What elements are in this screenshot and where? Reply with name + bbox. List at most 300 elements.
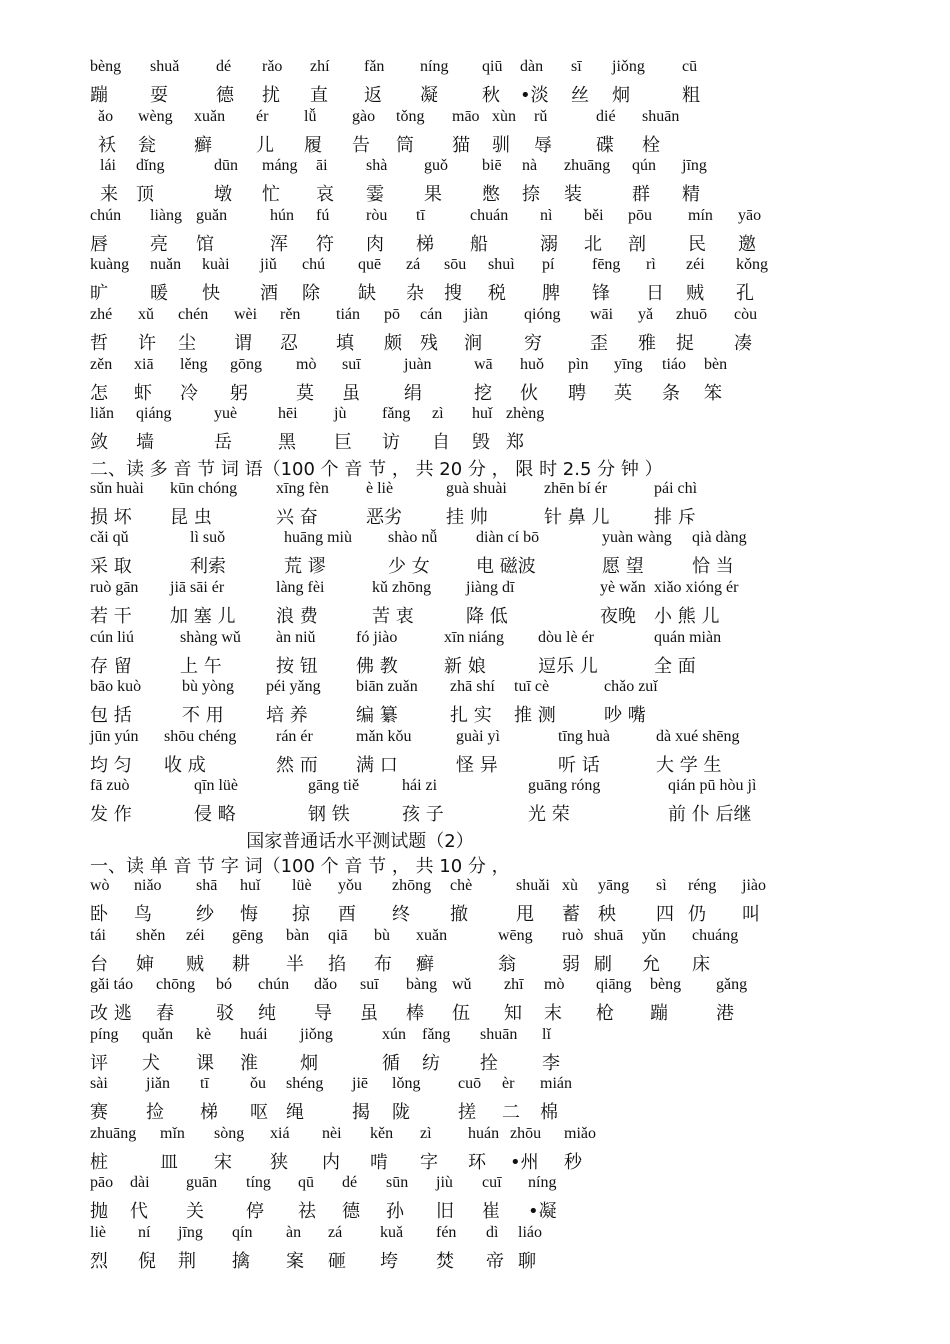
pinyin-syllable: xǔ: [138, 305, 154, 323]
hanzi-character: 告: [352, 134, 370, 156]
hanzi-character: 啃: [370, 1151, 388, 1173]
pinyin-syllable: māo: [452, 107, 480, 125]
hanzi-character: 前 仆 后继: [668, 804, 752, 826]
pinyin-syllable: níng: [528, 1174, 557, 1192]
hanzi-character: 许: [138, 332, 156, 354]
pinyin-syllable: xùn: [492, 107, 516, 125]
hanzi-line: [90, 279, 790, 303]
hanzi-character: 恶劣: [366, 506, 402, 528]
pinyin-syllable: huāng miù: [284, 529, 352, 547]
section1-row: [90, 356, 790, 406]
pinyin-syllable: yǒu: [338, 876, 362, 894]
pinyin-line: [90, 480, 790, 502]
pinyin-syllable: tuī cè: [514, 678, 550, 696]
hanzi-character: 钢 铁: [308, 804, 350, 826]
section2-row: [90, 480, 790, 530]
hanzi-character: 怪 异: [456, 754, 498, 776]
hanzi-character: 均 匀: [90, 754, 132, 776]
pinyin-syllable: cún liú: [90, 628, 134, 646]
section3-row: [90, 1224, 790, 1274]
hanzi-character: 桩: [90, 1151, 108, 1173]
hanzi-character: 耕: [232, 953, 250, 975]
hanzi-character: 鸟: [134, 903, 152, 925]
pinyin-syllable: ǒu: [250, 1075, 266, 1093]
pinyin-syllable: hái zi: [402, 777, 438, 795]
hanzi-character: 舂: [156, 1003, 174, 1025]
hanzi-character: 孙: [386, 1201, 404, 1223]
pinyin-syllable: shéng: [286, 1075, 324, 1093]
pinyin-syllable: hún: [270, 206, 294, 224]
pinyin-syllable: nuǎn: [150, 256, 182, 274]
hanzi-character: 案: [286, 1251, 304, 1273]
pinyin-syllable: guǒ: [424, 157, 448, 175]
hanzi-character: 针 鼻 儿: [544, 506, 610, 528]
pinyin-syllable: mò: [296, 355, 317, 373]
pinyin-line: [90, 579, 790, 601]
pinyin-syllable: shuān: [642, 107, 680, 125]
pinyin-syllable: miǎo: [564, 1124, 596, 1142]
pinyin-syllable: liáo: [518, 1224, 542, 1242]
hanzi-character: 杂: [406, 283, 424, 305]
pinyin-syllable: yuè: [214, 405, 238, 423]
hanzi-character: 尘: [178, 332, 196, 354]
hanzi-character: 棉: [540, 1102, 558, 1124]
pinyin-syllable: jù: [334, 405, 347, 423]
hanzi-character: 翁: [498, 953, 516, 975]
section3-block: [90, 877, 790, 1274]
hanzi-character: 呕: [250, 1102, 268, 1124]
pinyin-line: [90, 256, 790, 278]
hanzi-character: 聊: [518, 1251, 536, 1273]
pinyin-syllable: shàng wǔ: [180, 628, 241, 646]
pinyin-syllable: fǎn: [364, 58, 385, 75]
hanzi-character: 辱: [534, 134, 552, 156]
pinyin-syllable: yǔn: [642, 926, 666, 944]
hanzi-character: 循: [382, 1052, 400, 1074]
section1-row: [90, 256, 790, 306]
pinyin-syllable: zéi: [686, 256, 705, 274]
pinyin-syllable: pí: [542, 256, 555, 274]
pinyin-syllable: bó: [216, 976, 232, 994]
section2-row: [90, 579, 790, 629]
pinyin-syllable: chuáng: [692, 926, 739, 944]
pinyin-syllable: mò: [544, 976, 565, 994]
pinyin-syllable: zhī: [504, 976, 524, 994]
pinyin-syllable: jiàng dī: [466, 578, 515, 596]
pinyin-syllable: huǐ: [240, 876, 261, 894]
section1-row: [90, 207, 790, 257]
hanzi-character: 耍: [150, 85, 168, 106]
hanzi-character: 祛: [298, 1201, 316, 1223]
section3-heading: 一、读 单 音 节 字 词（100 个 音 节 ， 共 10 分 ，: [90, 855, 510, 877]
hanzi-character: 课: [196, 1052, 214, 1074]
pinyin-syllable: biān zuǎn: [356, 678, 418, 696]
section1-block: [90, 58, 790, 455]
hanzi-character: 民: [688, 233, 706, 255]
hanzi-character: •州: [510, 1151, 539, 1173]
hanzi-character: 编 纂: [356, 705, 398, 727]
hanzi-character: 猫: [452, 134, 470, 156]
pinyin-syllable: ruò gān: [90, 578, 139, 596]
hanzi-character: 装: [564, 184, 582, 206]
hanzi-character: 蓄: [562, 903, 580, 925]
pinyin-syllable: dūn: [214, 157, 238, 175]
hanzi-character: 捉: [676, 332, 694, 354]
pinyin-syllable: zhōng: [392, 876, 432, 894]
pinyin-syllable: liǎn: [90, 405, 114, 423]
hanzi-character: 黑: [278, 432, 296, 454]
pinyin-syllable: cū: [682, 58, 698, 75]
hanzi-character: 犬: [142, 1052, 160, 1074]
hanzi-character: 赛: [90, 1102, 108, 1124]
hanzi-character: 荒 谬: [284, 556, 326, 578]
pinyin-syllable: shōu chéng: [164, 727, 237, 745]
hanzi-character: 二: [502, 1102, 520, 1124]
hanzi-character: •淡: [520, 85, 549, 106]
hanzi-character: 帝: [486, 1251, 504, 1273]
hanzi-character: 筒: [396, 134, 414, 156]
pinyin-syllable: lǒng: [392, 1075, 421, 1093]
hanzi-character: 代: [130, 1201, 148, 1223]
hanzi-character: 秒: [564, 1151, 582, 1173]
pinyin-syllable: níng: [420, 58, 449, 75]
pinyin-syllable: xiá: [270, 1124, 290, 1142]
hanzi-character: 炯: [300, 1052, 318, 1074]
pinyin-syllable: zá: [328, 1224, 343, 1242]
pinyin-syllable: chén: [178, 305, 209, 323]
hanzi-character: 电 磁波: [476, 556, 536, 578]
pinyin-syllable: bèng: [90, 58, 122, 75]
hanzi-character: 棒: [406, 1003, 424, 1025]
pinyin-syllable: shěn: [136, 926, 166, 944]
hanzi-line: [90, 900, 790, 924]
hanzi-character: 改 逃: [90, 1003, 132, 1025]
hanzi-character: 兴 奋: [276, 506, 318, 528]
hanzi-character: 儿: [256, 134, 274, 156]
hanzi-character: 群: [632, 184, 650, 206]
hanzi-character: 关: [186, 1201, 204, 1223]
pinyin-syllable: jiào: [742, 876, 766, 894]
pinyin-syllable: sì: [656, 876, 667, 894]
hanzi-character: 填: [336, 332, 354, 354]
hanzi-character: 皿: [160, 1151, 178, 1173]
pinyin-syllable: huǐ: [472, 405, 493, 423]
hanzi-character: 淮: [240, 1052, 258, 1074]
pinyin-syllable: zhé: [90, 305, 113, 323]
pinyin-syllable: qiáng: [136, 405, 172, 423]
pinyin-syllable: huái: [240, 1025, 268, 1043]
hanzi-character: 培 养: [266, 705, 308, 727]
pinyin-line: [90, 1075, 790, 1097]
pinyin-line: [90, 927, 790, 949]
hanzi-character: 亮: [150, 233, 168, 255]
hanzi-character: 税: [488, 283, 506, 305]
pinyin-syllable: wǔ: [452, 976, 472, 994]
pinyin-syllable: bù yòng: [182, 678, 234, 696]
pinyin-syllable: mǎn kǒu: [356, 727, 412, 745]
pinyin-syllable: lǚ: [304, 107, 317, 125]
pinyin-syllable: rán ér: [276, 727, 313, 745]
pinyin-line: [90, 405, 790, 427]
hanzi-character: 绳: [286, 1102, 304, 1124]
hanzi-character: 酉: [338, 903, 356, 925]
hanzi-character: 直: [310, 85, 328, 106]
pinyin-syllable: quán miàn: [654, 628, 722, 646]
hanzi-character: 纱: [196, 903, 214, 925]
pinyin-syllable: sōu: [444, 256, 467, 274]
hanzi-character: 四: [656, 903, 674, 925]
pinyin-syllable: guǎn: [196, 206, 228, 224]
pinyin-syllable: zhèng: [506, 405, 545, 423]
document-page: [90, 58, 790, 1274]
pinyin-syllable: shuì: [488, 256, 515, 274]
hanzi-character: 顶: [136, 184, 154, 206]
hanzi-character: 溺: [540, 233, 558, 255]
pinyin-syllable: shuān: [480, 1025, 518, 1043]
pinyin-syllable: gēng: [232, 926, 264, 944]
hanzi-character: 苦 衷: [372, 605, 414, 627]
hanzi-character: 巨: [334, 432, 352, 454]
hanzi-character: 贼: [686, 283, 704, 305]
hanzi-character: 虽: [342, 382, 360, 404]
hanzi-character: 憋: [482, 184, 500, 206]
hanzi-character: 浪 费: [276, 605, 318, 627]
hanzi-character: 栓: [642, 134, 660, 156]
pinyin-syllable: jiǒng: [300, 1025, 333, 1043]
hanzi-character: 若 干: [90, 605, 132, 627]
hanzi-character: 光 荣: [528, 804, 570, 826]
pinyin-syllable: shuǎi: [516, 876, 550, 894]
hanzi-line: [90, 503, 790, 527]
pinyin-syllable: fú: [316, 206, 330, 224]
hanzi-character: 末: [544, 1003, 562, 1025]
pinyin-syllable: nà: [522, 157, 538, 175]
pinyin-syllable: jiē: [352, 1075, 368, 1093]
pinyin-syllable: cǎi qǔ: [90, 529, 129, 547]
pinyin-syllable: qián pū hòu jì: [668, 777, 757, 795]
pinyin-syllable: tī: [416, 206, 425, 224]
pinyin-syllable: mián: [540, 1075, 572, 1093]
pinyin-syllable: jiù: [436, 1174, 453, 1192]
hanzi-character: 加 塞 儿: [170, 605, 236, 627]
pinyin-syllable: zhōu: [510, 1124, 542, 1142]
pinyin-syllable: ní: [138, 1224, 151, 1242]
pinyin-syllable: fǎng: [382, 405, 411, 423]
pinyin-syllable: jūn yún: [90, 727, 139, 745]
pinyin-syllable: yè wǎn: [600, 578, 646, 596]
hanzi-line: [90, 230, 790, 254]
hanzi-line: [90, 1148, 790, 1172]
pinyin-syllable: sài: [90, 1075, 108, 1093]
pinyin-syllable: zhā shí: [450, 678, 495, 696]
pinyin-syllable: è liè: [366, 479, 394, 497]
pinyin-syllable: ǎo: [98, 107, 114, 125]
pinyin-syllable: xīng fèn: [276, 479, 329, 497]
pinyin-syllable: bāo kuò: [90, 678, 142, 696]
pinyin-syllable: jiǎn: [146, 1075, 170, 1093]
hanzi-character: 虽: [360, 1003, 378, 1025]
pinyin-syllable: kuǎ: [380, 1224, 404, 1242]
hanzi-character: 访: [382, 432, 400, 454]
hanzi-character: 墩: [214, 184, 232, 206]
pinyin-line: [90, 108, 790, 130]
section1-row: [90, 108, 790, 158]
hanzi-character: 孔: [736, 283, 754, 305]
pinyin-syllable: dǐng: [136, 157, 165, 175]
pinyin-syllable: yāo: [738, 206, 762, 224]
pinyin-syllable: lǐ: [542, 1025, 551, 1043]
hanzi-character: 按 钮: [276, 655, 318, 677]
hanzi-character: 不 用: [182, 705, 224, 727]
pinyin-syllable: lěng: [180, 355, 208, 373]
pinyin-syllable: qū: [298, 1174, 314, 1192]
hanzi-character: 敛: [90, 432, 108, 454]
pinyin-syllable: yuàn wàng: [602, 529, 672, 547]
hanzi-character: 虾: [134, 382, 152, 404]
pinyin-syllable: xiā: [134, 355, 154, 373]
hanzi-character: 谓: [234, 332, 252, 354]
hanzi-character: 布: [374, 953, 392, 975]
section1-row: [90, 157, 790, 207]
pinyin-syllable: wā: [474, 355, 493, 373]
hanzi-character: 悔: [240, 903, 258, 925]
hanzi-line: [90, 751, 790, 775]
pinyin-syllable: chú: [302, 256, 326, 274]
hanzi-character: 逗乐 儿: [538, 655, 598, 677]
hanzi-line: [90, 552, 790, 576]
pinyin-syllable: qiū: [482, 58, 503, 75]
hanzi-character: 旧: [436, 1201, 454, 1223]
hanzi-character: 履: [304, 134, 322, 156]
hanzi-character: 躬: [230, 382, 248, 404]
pinyin-line: [90, 728, 790, 750]
pinyin-syllable: xuǎn: [416, 926, 448, 944]
hanzi-character: 德: [342, 1201, 360, 1223]
hanzi-character: 港: [716, 1003, 734, 1025]
hanzi-character: 颇: [384, 332, 402, 354]
hanzi-character: 揭: [352, 1102, 370, 1124]
pinyin-syllable: shà: [366, 157, 388, 175]
pinyin-syllable: xiǎo xióng ér: [654, 578, 739, 596]
pinyin-syllable: èr: [502, 1075, 515, 1093]
pinyin-syllable: jiǒng: [612, 58, 645, 75]
hanzi-character: 德: [216, 85, 234, 106]
hanzi-character: 台: [90, 953, 108, 975]
hanzi-line: [90, 1247, 790, 1271]
pinyin-syllable: chuán: [470, 206, 509, 224]
pinyin-line: [90, 1224, 790, 1246]
pinyin-syllable: tiáo: [662, 355, 686, 373]
hanzi-line: [90, 131, 790, 155]
pinyin-line: [90, 1125, 790, 1147]
pinyin-syllable: biē: [482, 157, 502, 175]
pinyin-syllable: rǔ: [534, 107, 548, 125]
hanzi-character: 愿 望: [602, 556, 644, 578]
hanzi-line: [90, 1049, 790, 1073]
pinyin-syllable: jīng: [178, 1224, 203, 1242]
pinyin-syllable: dà xué shēng: [656, 727, 740, 745]
pinyin-syllable: chōng: [156, 976, 196, 994]
hanzi-character: 撤: [450, 903, 468, 925]
hanzi-character: 浑: [270, 233, 288, 255]
hanzi-character: 损 坏: [90, 506, 132, 528]
pinyin-syllable: quǎn: [142, 1025, 174, 1043]
hanzi-character: 伍: [452, 1003, 470, 1025]
hanzi-character: 梯: [200, 1102, 218, 1124]
pinyin-syllable: xīn niáng: [444, 628, 504, 646]
hanzi-character: 秋: [482, 85, 500, 106]
pinyin-syllable: réng: [688, 876, 717, 894]
hanzi-character: 除: [302, 283, 320, 305]
hanzi-character: 孩 子: [402, 804, 444, 826]
pinyin-syllable: cuī: [482, 1174, 502, 1192]
pinyin-syllable: shuǎ: [150, 58, 180, 75]
pinyin-syllable: zhuō: [676, 305, 708, 323]
hanzi-character: 发 作: [90, 804, 132, 826]
hanzi-character: 缺: [358, 283, 376, 305]
hanzi-character: 内: [322, 1151, 340, 1173]
section2-row: [90, 629, 790, 679]
hanzi-line: [90, 999, 790, 1023]
pinyin-syllable: ròu: [366, 206, 388, 224]
pinyin-syllable: ruò: [562, 926, 584, 944]
hanzi-character: 贼: [186, 953, 204, 975]
pinyin-syllable: tǒng: [396, 107, 425, 125]
pinyin-line: [90, 976, 790, 998]
pinyin-syllable: shào nǚ: [388, 529, 438, 547]
pinyin-syllable: shuā: [594, 926, 624, 944]
hanzi-character: 条: [662, 382, 680, 404]
section2-row: [90, 777, 790, 827]
hanzi-character: 拴: [480, 1052, 498, 1074]
section2-row: [90, 529, 790, 579]
hanzi-character: 癣: [194, 134, 212, 156]
hanzi-character: 怎: [90, 382, 108, 404]
pinyin-syllable: ér: [256, 107, 269, 125]
pinyin-syllable: hēi: [278, 405, 298, 423]
hanzi-character: 岳: [214, 432, 232, 454]
hanzi-character: 挂 帅: [446, 506, 488, 528]
hanzi-line: [90, 602, 790, 626]
pinyin-syllable: shā: [196, 876, 218, 894]
hanzi-line: [90, 81, 790, 105]
pinyin-line: [90, 529, 790, 551]
section3-row: [90, 1026, 790, 1076]
test2-title: 国家普通话水平测试题（2）: [246, 830, 474, 852]
hanzi-character: 推 测: [514, 705, 556, 727]
pinyin-syllable: wèi: [234, 305, 258, 323]
pinyin-syllable: àn: [286, 1224, 302, 1242]
pinyin-syllable: qióng: [524, 305, 561, 323]
pinyin-syllable: máng: [262, 157, 298, 175]
pinyin-syllable: pō: [384, 305, 400, 323]
pinyin-syllable: dié: [596, 107, 616, 125]
hanzi-character: 包 括: [90, 705, 132, 727]
pinyin-syllable: pāo: [90, 1174, 114, 1192]
pinyin-line: [90, 356, 790, 378]
pinyin-syllable: guān: [186, 1174, 218, 1192]
hanzi-character: 甩: [516, 903, 534, 925]
hanzi-character: 婶: [136, 953, 154, 975]
hanzi-character: 听 话: [558, 754, 600, 776]
pinyin-syllable: liè: [90, 1224, 106, 1242]
hanzi-character: 残: [420, 332, 438, 354]
hanzi-character: 排 斥: [654, 506, 696, 528]
pinyin-syllable: chǎo zuǐ: [604, 678, 658, 696]
pinyin-syllable: gǎi táo: [90, 976, 134, 994]
hanzi-character: 袄: [98, 134, 116, 156]
hanzi-character: 焚: [436, 1251, 454, 1273]
